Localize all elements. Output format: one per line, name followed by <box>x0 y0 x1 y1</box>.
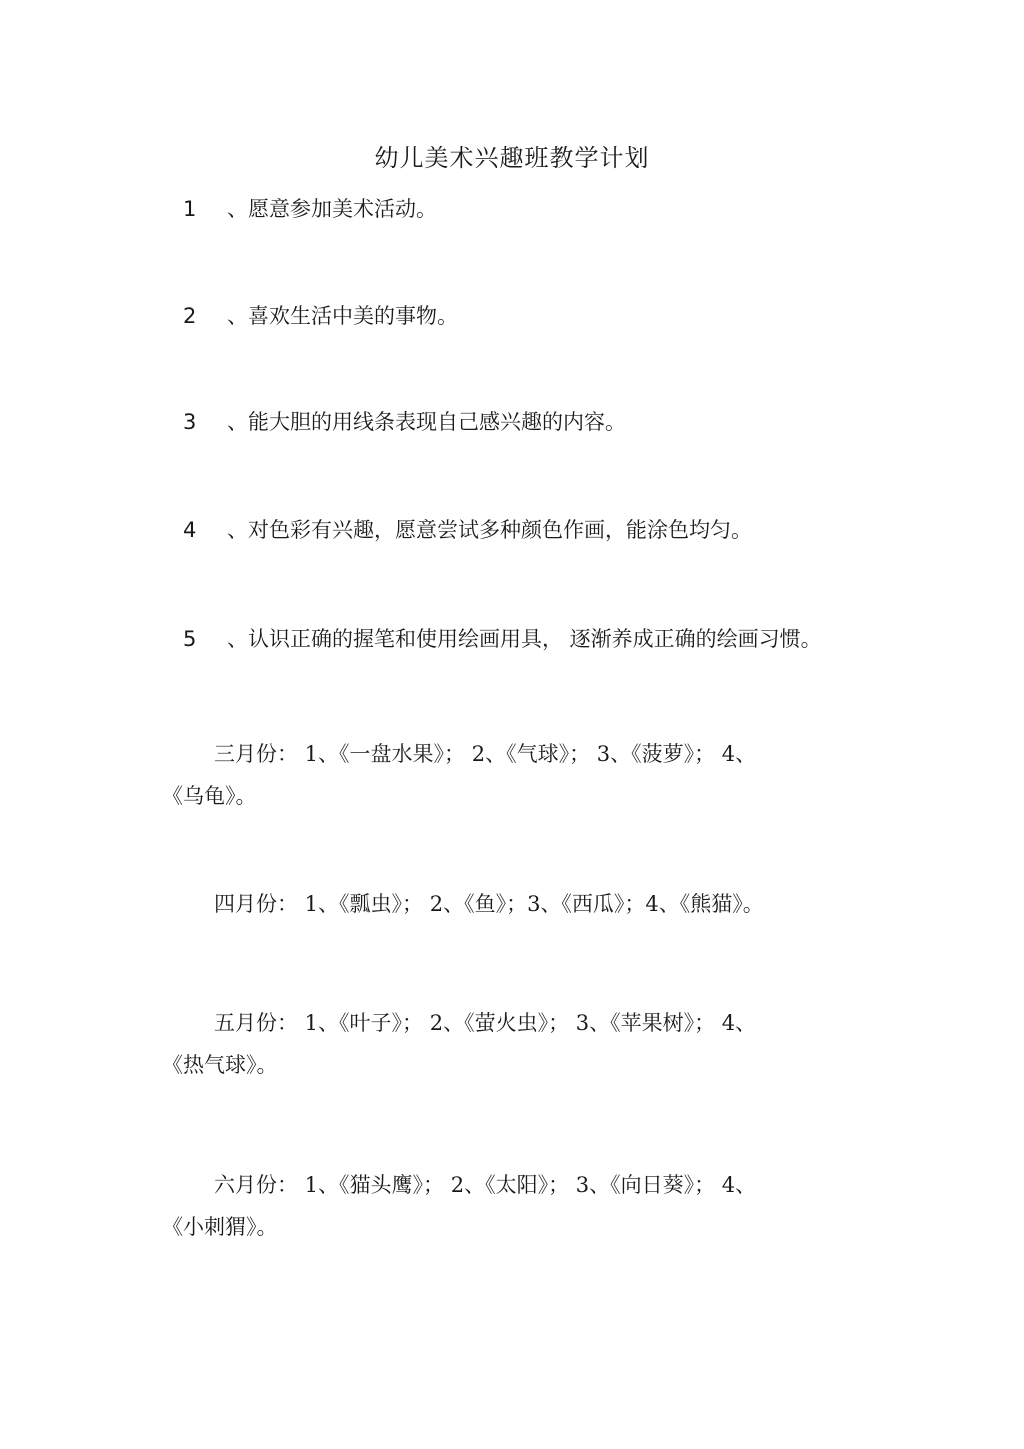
goal-text: 、喜欢生活中美的事物。 <box>227 304 458 328</box>
goal-number: 5 <box>183 627 197 651</box>
goal-number: 4 <box>183 518 197 542</box>
goal-text: 、对色彩有兴趣，愿意尝试多种颜色作画，能涂色均匀。 <box>227 518 752 542</box>
month-plan-line: 六月份： 1、《猫头鹰》； 2、《太阳》； 3、《向日葵》； 4、 <box>214 1173 757 1197</box>
month-plan-may <box>162 1002 852 1086</box>
document-title: 幼儿美术兴趣班教学计划 <box>374 144 650 172</box>
month-plan-line: 四月份： 1、《瓢虫》； 2、《鱼》；3、《西瓜》；4、《熊猫》。 <box>214 892 764 916</box>
goal-item <box>183 408 626 436</box>
goal-item <box>183 302 458 330</box>
goal-text: 、能大胆的用线条表现自己感兴趣的内容。 <box>227 410 626 434</box>
month-plan-line: 《热气球》。 <box>162 1053 278 1077</box>
goal-number: 2 <box>183 304 197 328</box>
goal-item <box>183 516 752 544</box>
goal-item <box>183 195 437 223</box>
month-plan-line: 五月份： 1、《叶子》； 2、《萤火虫》； 3、《苹果树》； 4、 <box>214 1011 757 1035</box>
goal-text: 、愿意参加美术活动。 <box>227 197 437 221</box>
month-plan-line: 三月份： 1、《一盘水果》； 2、《气球》； 3、《菠萝》； 4、 <box>214 742 757 766</box>
month-plan-line: 《乌龟》。 <box>162 784 257 808</box>
goal-item <box>183 625 822 653</box>
goal-text: 、认识正确的握笔和使用绘画用具， 逐渐养成正确的绘画习惯。 <box>227 627 822 651</box>
month-plan-april <box>162 883 852 925</box>
month-plan-march <box>162 733 852 817</box>
goal-number: 1 <box>183 197 197 221</box>
month-plan-june <box>162 1164 852 1248</box>
goal-number: 3 <box>183 410 197 434</box>
month-plan-line: 《小刺猬》。 <box>162 1215 278 1239</box>
